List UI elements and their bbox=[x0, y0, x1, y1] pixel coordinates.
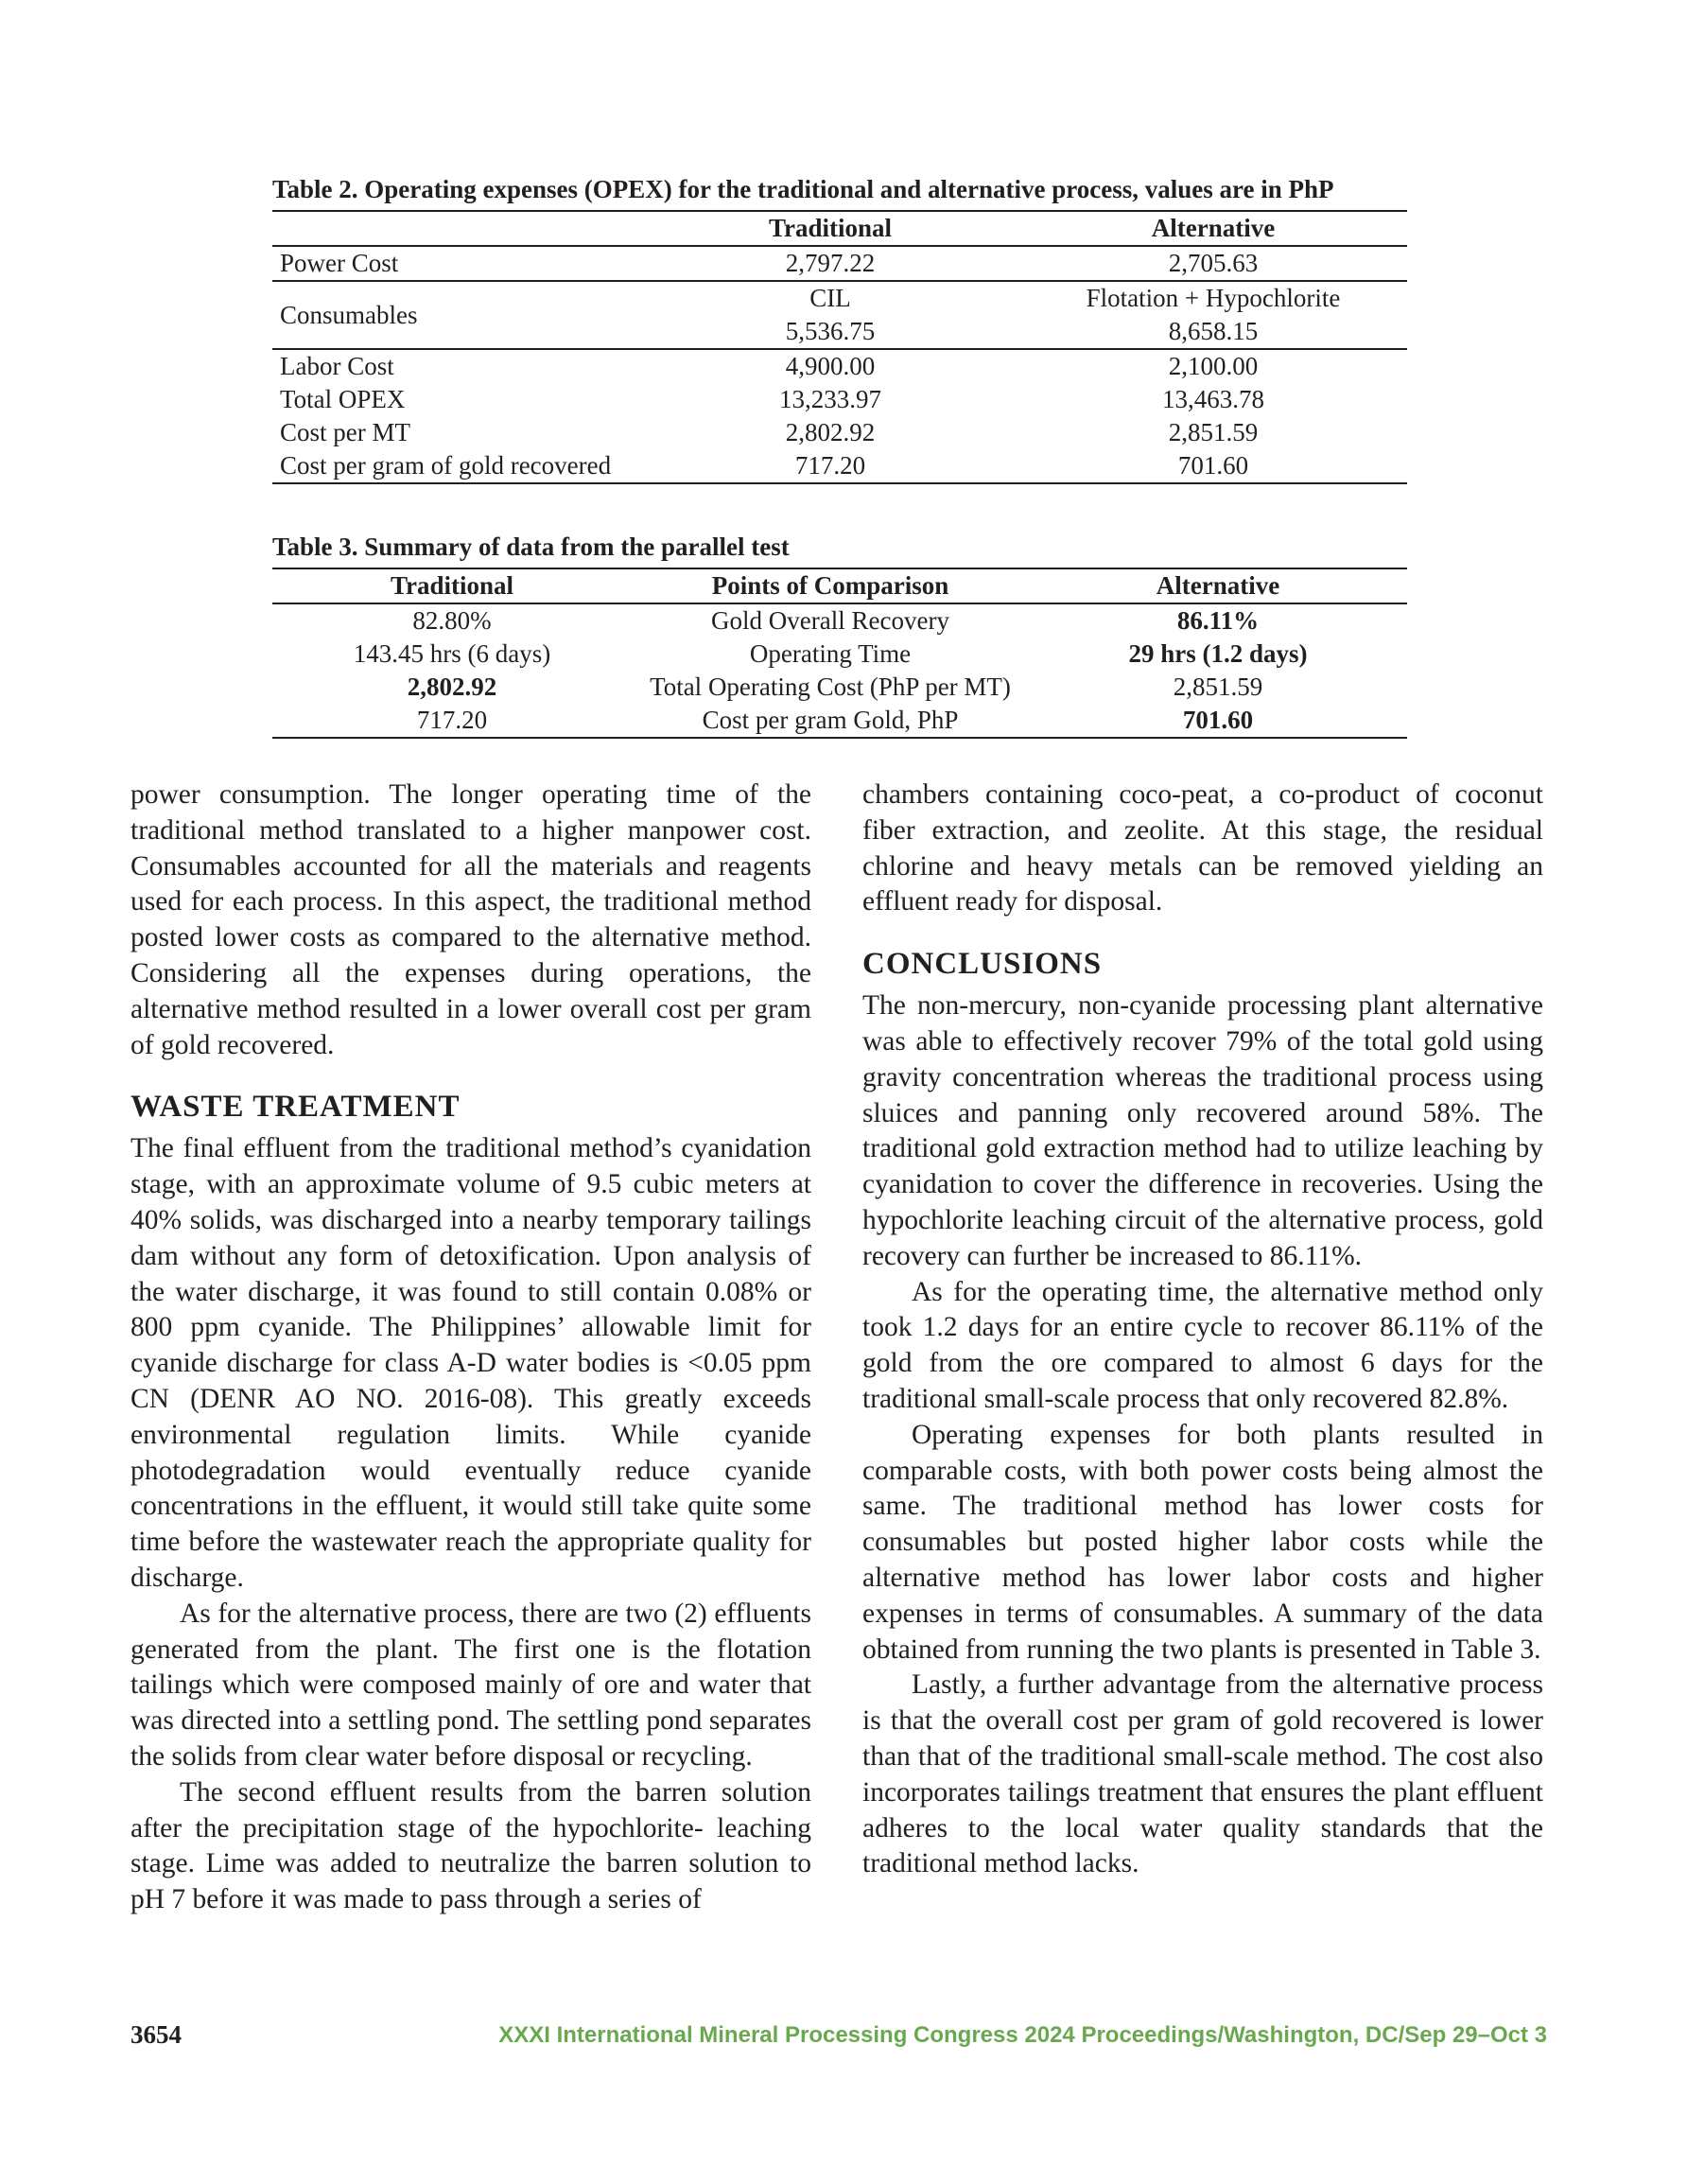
table-cell: Consumables bbox=[280, 300, 418, 329]
table-cell: 2,802.92 bbox=[407, 673, 497, 701]
paragraph: The final effluent from the traditional method’s cyanidation stage, with an approximate volume of 9.5 cubic meters at 40% solids, was discharged into a nearby temporary tailings dam without any form of detoxification. Upon analysis of the water discharge, it was found to still contain 0.08% or 800 ppm cyanide. The Philippines’ allowable limit for cyanide discharge for class A-D water bodies is <0.05 ppm CN (DENR AO NO. 2016-08). This greatly exceeds environmental regulation limits. While cyanide photodegradation would eventually reduce cyanide concentrations in the effluent, it would still take quite some time before the wastewater reach the appropriate quality for discharge. bbox=[130, 1133, 811, 1593]
table-cell: 701.60 bbox=[1177, 451, 1249, 480]
table-cell: 2,705.63 bbox=[1168, 249, 1259, 277]
table-row bbox=[272, 349, 1407, 383]
table-row bbox=[272, 416, 1407, 449]
left-column bbox=[130, 778, 811, 1918]
table-2-header-blank bbox=[272, 211, 641, 246]
table-cell: Cost per gram Gold, PhP bbox=[702, 706, 959, 734]
table-3 bbox=[272, 530, 1407, 739]
table-row bbox=[272, 246, 1407, 281]
table-3-header-alternative: Alternative bbox=[1156, 571, 1280, 600]
table-2-header-alternative: Alternative bbox=[1151, 214, 1276, 242]
table-cell: 701.60 bbox=[1182, 706, 1254, 734]
table-cell: 2,100.00 bbox=[1168, 352, 1259, 380]
table-cell: 86.11% bbox=[1176, 606, 1260, 635]
table-cell: Total OPEX bbox=[280, 385, 406, 413]
table-row bbox=[272, 671, 1407, 704]
table-cell: CIL bbox=[809, 284, 851, 312]
table-cell: 717.20 bbox=[794, 451, 866, 480]
table-cell: 143.45 hrs (6 days) bbox=[353, 639, 551, 668]
paragraph: As for the operating time, the alternative method only took 1.2 days for an entire cycle to recover 86.11% of the gold from the ore compared to almost 6 days for the traditional small-scale process that only recovered 82.8%. bbox=[862, 1276, 1543, 1414]
table-2-caption: Table 2. Operating expenses (OPEX) for the traditional and alternative process, values are in PhP bbox=[272, 175, 1334, 203]
table-cell: 8,658.15 bbox=[1168, 317, 1259, 345]
table-3-grid bbox=[272, 568, 1407, 739]
table-cell: 717.20 bbox=[416, 706, 488, 734]
paragraph: Lastly, a further advantage from the alternative process is that the overall cost per gram of gold recovered is lower than that of the traditional small-scale method. The cost also incorporates tailings treatment that ensures the plant effluent adheres to the local water quality standards that the traditional method lacks. bbox=[862, 1669, 1543, 1879]
right-column bbox=[862, 778, 1543, 1882]
table-cell: 13,233.97 bbox=[779, 385, 881, 413]
table-cell: Total Operating Cost (PhP per MT) bbox=[650, 673, 1011, 701]
table-3-caption: Table 3. Summary of data from the parallel test bbox=[272, 533, 790, 561]
section-heading-waste-treatment: WASTE TREATMENT bbox=[130, 1090, 461, 1125]
table-2-grid bbox=[272, 210, 1407, 484]
table-2 bbox=[272, 172, 1407, 484]
table-cell: Labor Cost bbox=[280, 352, 394, 380]
table-cell: 82.80% bbox=[412, 606, 492, 635]
table-row bbox=[272, 638, 1407, 671]
paragraph: chambers containing coco-peat, a co-product of coconut fiber extraction, and zeolite. At this stage, the residual chlorine and heavy metals can be removed yielding an effluent ready for disposal. bbox=[862, 779, 1543, 917]
table-cell: Cost per MT bbox=[280, 418, 410, 446]
table-cell: Cost per gram of gold recovered bbox=[280, 451, 612, 480]
table-cell: Flotation + Hypochlorite bbox=[1086, 284, 1341, 312]
paragraph: The second effluent results from the barren solution after the precipitation stage of the hypochlorite- leaching stage. Lime was added to neutralize the barren solution to pH 7 before it was made to pass through a series of bbox=[130, 1776, 811, 1915]
table-3-header-points: Points of Comparison bbox=[711, 571, 949, 600]
table-cell: 2,851.59 bbox=[1168, 418, 1259, 446]
table-2-header-traditional: Traditional bbox=[768, 214, 893, 242]
table-row bbox=[272, 603, 1407, 638]
section-heading-conclusions: CONCLUSIONS bbox=[862, 947, 1103, 982]
table-row bbox=[272, 281, 1407, 315]
table-cell: 13,463.78 bbox=[1162, 385, 1264, 413]
table-cell: 4,900.00 bbox=[785, 352, 876, 380]
running-footer: XXXI International Mineral Processing Congress 2024 Proceedings/Washington, DC/Sep 29–Oct 3 bbox=[498, 2022, 1547, 2048]
table-row bbox=[272, 449, 1407, 483]
table-cell: 5,536.75 bbox=[785, 317, 876, 345]
paragraph: The non-mercury, non-cyanide processing plant alternative was able to effectively recover 79% of the total gold using gravity concentration whereas the traditional process using sluices and panning only recovered around 58%. The traditional gold extraction method had to utilize leaching by cyanidation to cover the difference in recoveries. Using the hypochlorite leaching circuit of the alternative process, gold recovery can further be increased to 86.11%. bbox=[862, 990, 1543, 1271]
table-cell: 2,802.92 bbox=[785, 418, 876, 446]
paragraph: As for the alternative process, there are two (2) effluents generated from the plant. The first one is the flotation tailings which were composed mainly of ore and water that was directed into a settling pond. The settling pond separates the solids from clear water before disposal or recycling. bbox=[130, 1598, 811, 1772]
table-cell: Power Cost bbox=[280, 249, 399, 277]
table-cell: 2,797.22 bbox=[785, 249, 876, 277]
table-cell: Operating Time bbox=[749, 639, 912, 668]
table-3-header-traditional: Traditional bbox=[390, 571, 514, 600]
table-cell: 2,851.59 bbox=[1173, 673, 1263, 701]
paragraph: Operating expenses for both plants resulted in comparable costs, with both power costs being almost the same. The traditional method has lower costs for consumables but posted higher labor costs while the alternative method has lower labor costs and higher expenses in terms of consumables. A summary of the data obtained from running the two plants is presented in Table 3. bbox=[862, 1419, 1543, 1665]
paragraph: power consumption. The longer operating time of the traditional method translated to a higher manpower cost. Consumables accounted for all the materials and reagents used for each process. In this aspect, the traditional method posted lower costs as compared to the alternative method. Considering all the expenses during operations, the alternative method resulted in a lower overall cost per gram of gold recovered. bbox=[130, 779, 811, 1060]
page-number: 3654 bbox=[130, 2020, 182, 2049]
table-row bbox=[272, 704, 1407, 738]
table-row bbox=[272, 383, 1407, 416]
table-cell: 29 hrs (1.2 days) bbox=[1128, 639, 1308, 668]
table-cell: Gold Overall Recovery bbox=[711, 606, 949, 635]
